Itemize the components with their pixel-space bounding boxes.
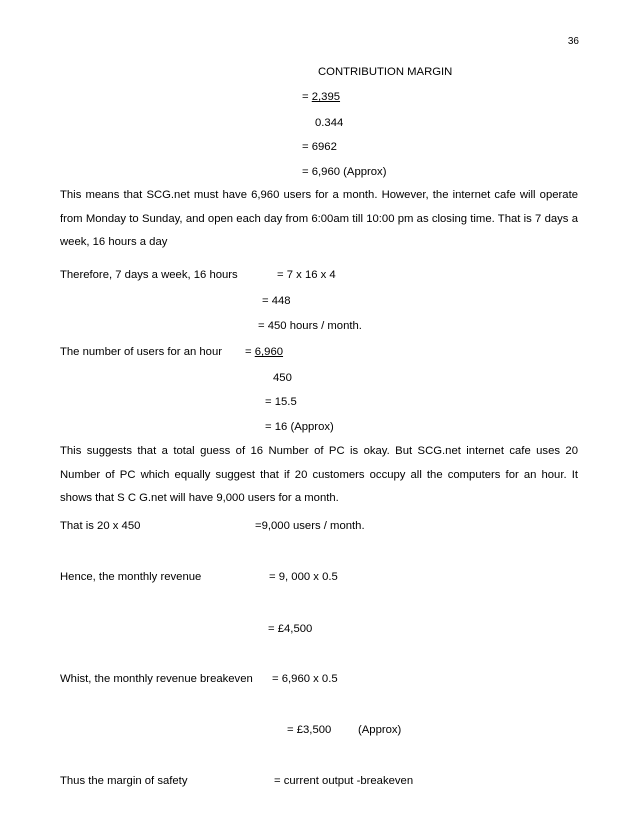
hours-label: Therefore, 7 days a week, 16 hours (60, 269, 238, 281)
page-number: 36 (567, 36, 579, 47)
revenue-equation-1: = 9, 000 x 0.5 (269, 571, 338, 583)
users-hour-denominator: 450 (273, 372, 292, 384)
cm-result-1: = 6962 (302, 141, 337, 153)
breakeven-equation-1: = 6,960 x 0.5 (272, 673, 338, 685)
hours-equation-2: = 448 (262, 295, 291, 307)
users-hour-equation-2: = 16 (Approx) (265, 421, 334, 433)
breakeven-note: (Approx) (358, 724, 402, 736)
contribution-margin-title: CONTRIBUTION MARGIN (318, 66, 453, 78)
breakeven-label: Whist, the monthly revenue breakeven (60, 673, 253, 685)
safety-label: Thus the margin of safety (60, 775, 188, 787)
cm-denominator: 0.344 (315, 117, 344, 129)
users-hour-equals: = (245, 346, 255, 358)
paragraph-pc-suggestion: This suggests that a total guess of 16 Number of PC is okay. But SCG.net internet cafe uses 20 Number of PC which equally suggest that if 20 customers occupy all the computers for an hour. It shows that S C G.net will have 9,000 users for a month. (60, 445, 578, 504)
cm-equals: = (302, 91, 312, 103)
hours-equation-1: = 7 x 16 x 4 (277, 269, 336, 281)
that-is-value: =9,000 users / month. (255, 520, 365, 532)
cm-result-2: = 6,960 (Approx) (302, 166, 387, 178)
that-is-label: That is 20 x 450 (60, 520, 141, 532)
paragraph-users-per-month: This means that SCG.net must have 6,960 users for a month. However, the internet cafe will operate from Monday to Sunday, and open each day from 6:00am till 10:00 pm as closing time. That is 7 days a week, 16 hours a day (60, 189, 578, 248)
users-hour-equation-1: = 15.5 (265, 396, 297, 408)
cm-numerator-line (302, 90, 340, 104)
safety-value: = current output -breakeven (274, 775, 414, 787)
revenue-label: Hence, the monthly revenue (60, 571, 202, 583)
breakeven-equation-2: = £3,500 (287, 724, 332, 736)
cm-numerator: 2,395 (311, 91, 341, 103)
hours-equation-3: = 450 hours / month. (258, 320, 362, 332)
users-hour-numerator: 6,960 (254, 346, 284, 358)
users-hour-numerator-line (245, 345, 283, 359)
revenue-equation-2: = £4,500 (268, 623, 313, 635)
users-hour-label: The number of users for an hour (60, 346, 223, 358)
